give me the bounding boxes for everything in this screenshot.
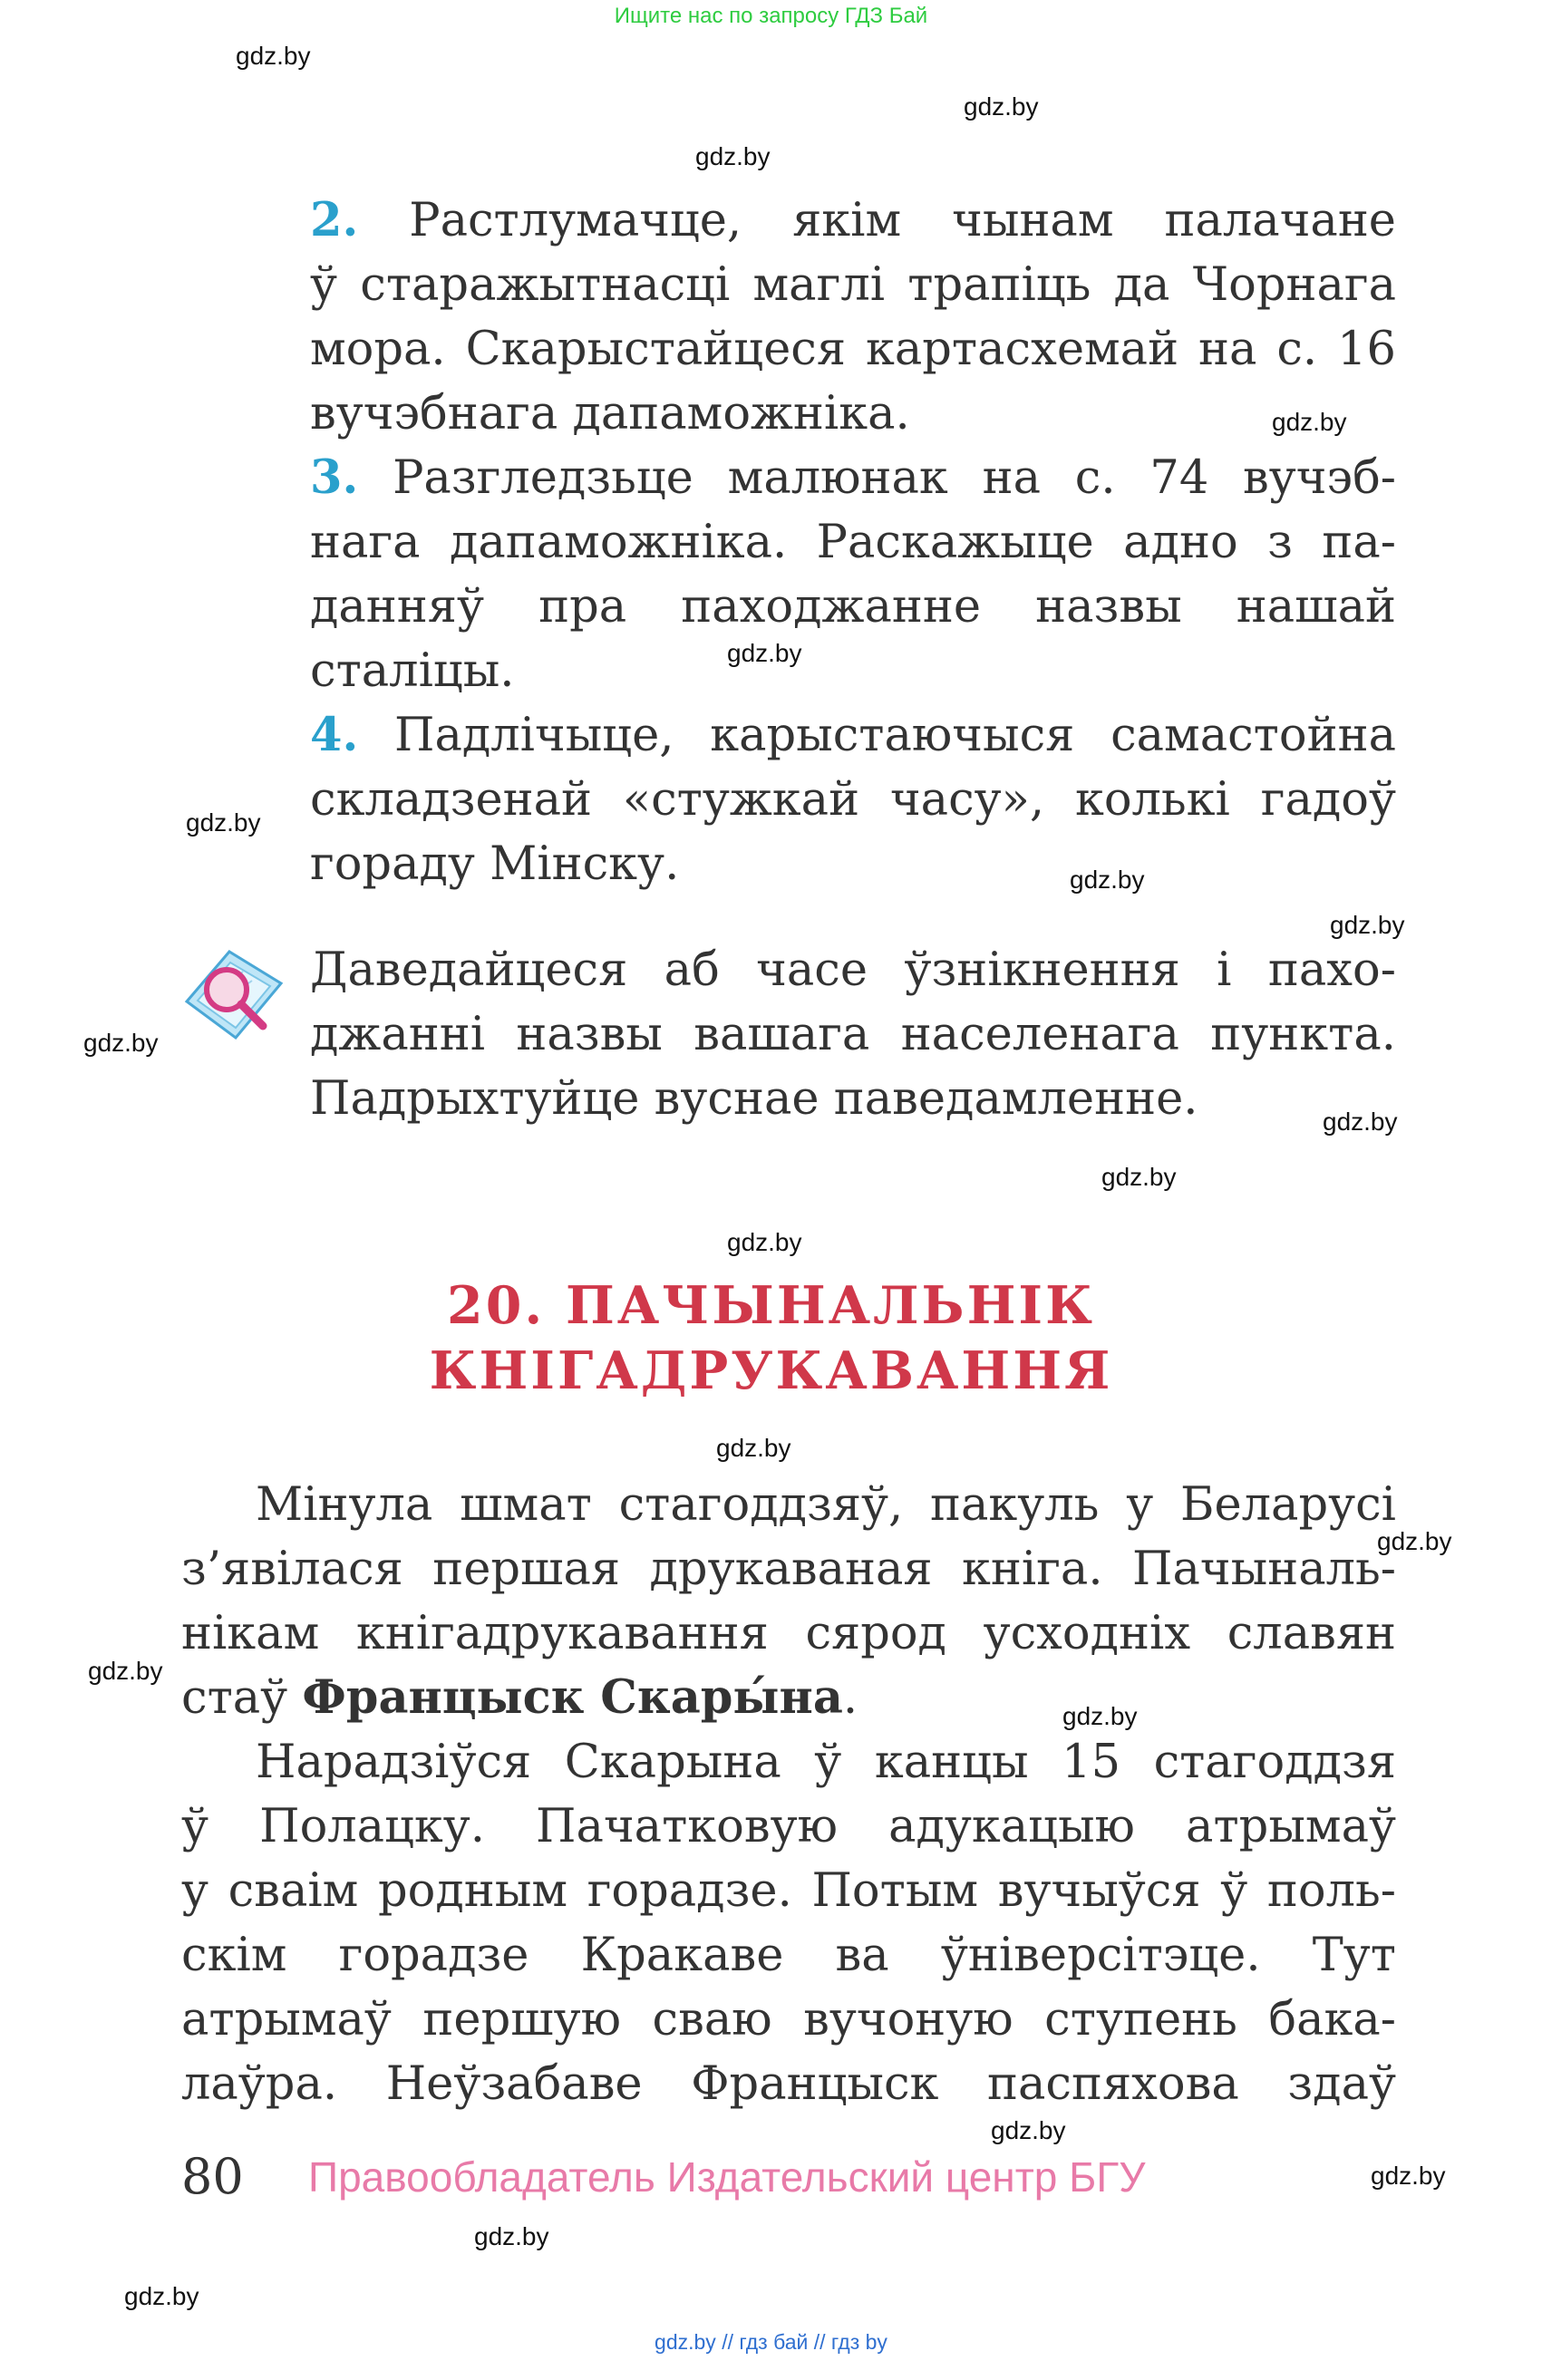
watermark: gdz.by: [1272, 408, 1347, 436]
watermark: gdz.by: [88, 1657, 163, 1685]
watermark: gdz.by: [695, 142, 771, 170]
task-number: 2.: [310, 193, 359, 247]
paragraph-line: з’явілася першая друкаваная кніга. Пачыналь-: [181, 1543, 1396, 1596]
magnifier-book-icon: [179, 943, 288, 1042]
paragraph-line: атрымаў першую сваю вучоную ступень бака-: [181, 1993, 1396, 2046]
watermark: gdz.by: [1371, 2162, 1446, 2190]
task-number: 4.: [310, 708, 359, 762]
watermark: gdz.by: [1070, 866, 1145, 894]
watermark: gdz.by: [474, 2222, 549, 2250]
watermark: gdz.by: [236, 42, 311, 70]
watermark: gdz.by: [1062, 1702, 1138, 1730]
watermark: gdz.by: [716, 1434, 791, 1462]
watermark: gdz.by: [991, 2116, 1066, 2144]
watermark: gdz.by: [1377, 1527, 1452, 1555]
bottom-banner: gdz.by // гдз бай // гдз by: [655, 2330, 887, 2354]
task-3-line: нага дапаможніка. Раскажыце адно з па-: [310, 516, 1396, 569]
copyright-notice: Правообладатель Издательский центр БГУ: [308, 2153, 1146, 2201]
watermark: gdz.by: [186, 808, 261, 837]
task-2-line: ў старажытнасці маглі трапіць да Чорнага: [310, 258, 1396, 312]
top-banner: Ищите нас по запросу ГДЗ Бай: [614, 4, 928, 28]
task-3-line: данняў пра паходжанне назвы нашай: [310, 580, 1396, 634]
paragraph-line: ў Полацку. Пачатковую адукацыю атрымаў: [181, 1800, 1396, 1853]
research-line: Даведайцеся аб часе ўзнікнення і пахо-: [310, 943, 1396, 997]
paragraph-line: лаўра. Неўзабаве Францыск паспяхова здаў: [181, 2057, 1396, 2111]
page-number: 80: [181, 2148, 244, 2205]
watermark: gdz.by: [727, 1228, 802, 1256]
task-3-line: 3. Разгледзьце малюнак на с. 74 вучэб-: [310, 450, 1396, 505]
task-number: 3.: [310, 450, 359, 505]
task-4-line: гораду Мінску.: [310, 837, 680, 891]
section-title: КНІГАДРУКАВАННЯ: [429, 1340, 1113, 1401]
section-title: 20. ПАЧЫНАЛЬНІК: [447, 1275, 1095, 1336]
watermark: gdz.by: [124, 2282, 199, 2310]
watermark: gdz.by: [1323, 1108, 1398, 1136]
task-2-line: 2. Растлумачце, якім чынам палачане: [310, 193, 1396, 247]
watermark: gdz.by: [83, 1029, 159, 1057]
research-line: джанні назвы вашага населенага пункта.: [310, 1008, 1396, 1061]
watermark: gdz.by: [727, 639, 802, 667]
person-name: Францыск Скары́на: [302, 1670, 843, 1725]
paragraph-line: у сваім родным горадзе. Потым вучыўся ў поль-: [181, 1864, 1396, 1918]
watermark: gdz.by: [1101, 1163, 1177, 1191]
task-3-line: сталіцы.: [310, 644, 515, 698]
research-line: Падрыхтуйце вуснае паведамленне.: [310, 1072, 1198, 1126]
task-4-line: 4. Падлічыце, карыстаючыся самастойна: [310, 708, 1396, 762]
task-4-line: складзенай «стужкай часу», колькі гадоў: [310, 773, 1396, 827]
task-2-line: вучэбнага дапаможніка.: [310, 387, 910, 440]
watermark: gdz.by: [964, 92, 1039, 121]
watermark: gdz.by: [1330, 911, 1405, 939]
paragraph-line: Мінула шмат стагоддзяў, пакуль у Беларусі: [256, 1478, 1396, 1532]
task-2-line: мора. Скарыстайцеся картасхемай на с. 16: [310, 323, 1396, 376]
paragraph-line: нікам кнігадрукавання сярод усходніх славян: [181, 1607, 1396, 1660]
paragraph-line: Нарадзіўся Скарына ў канцы 15 стагоддзя: [256, 1736, 1396, 1789]
paragraph-line: скім горадзе Кракаве ва ўніверсітэце. Тут: [181, 1929, 1396, 1982]
paragraph-line: стаў Францыск Скары́на.: [181, 1670, 858, 1725]
